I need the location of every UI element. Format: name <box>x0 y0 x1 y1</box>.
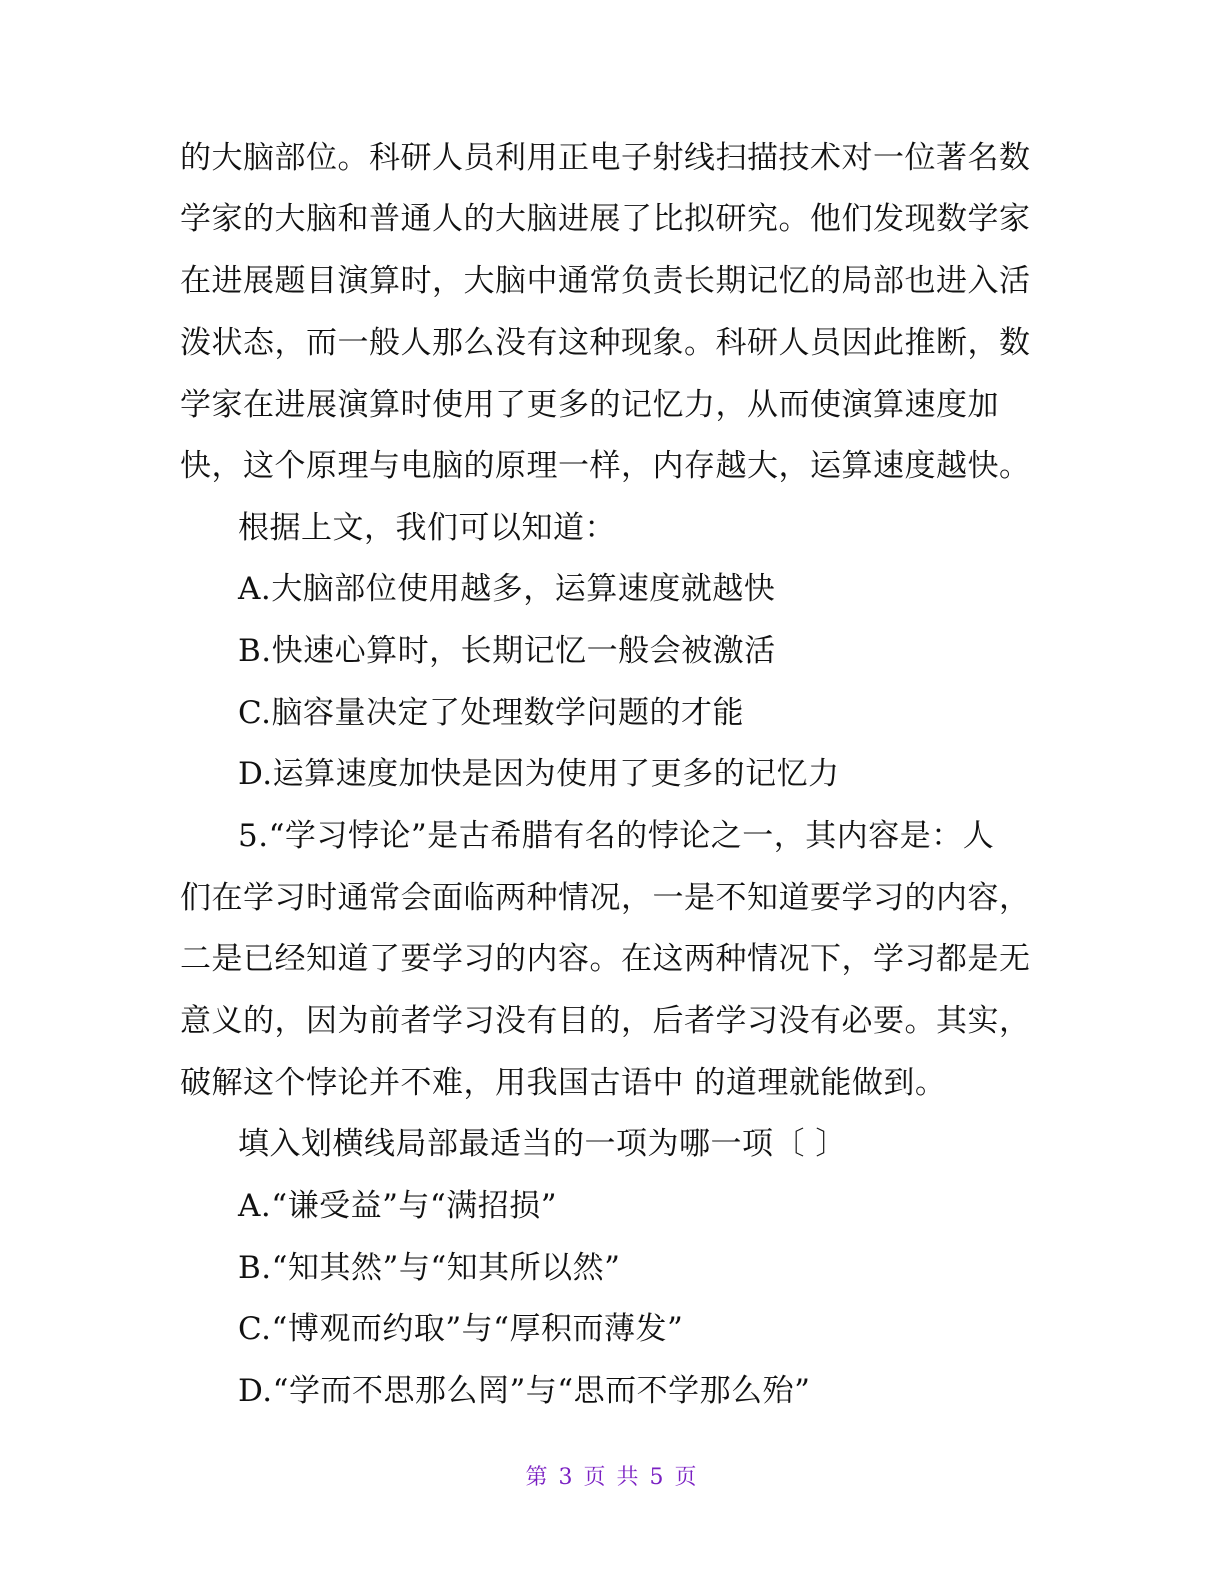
paragraph-line: 快，这个原理与电脑的原理一样，内存越大，运算速度越快。 <box>180 448 1031 484</box>
option-a: A.“谦受益”与“满招损” <box>238 1188 558 1224</box>
question-prompt: 填入划横线局部最适当的一项为哪一项〔 〕 <box>238 1126 847 1162</box>
paragraph-line: 二是已经知道了要学习的内容。在这两种情况下，学习都是无 <box>180 941 1031 977</box>
paragraph-line: 们在学习时通常会面临两种情况，一是不知道要学习的内容， <box>180 880 1031 916</box>
paragraph-line: 泼状态，而一般人那么没有这种现象。科研人员因此推断，数 <box>180 325 1031 361</box>
paragraph-line: 学家的大脑和普通人的大脑进展了比拟研究。他们发现数学家 <box>180 201 1031 237</box>
option-c: C.“博观而约取”与“厚积而薄发” <box>238 1311 684 1347</box>
question-prompt: 根据上文，我们可以知道： <box>238 510 616 546</box>
option-c: C.脑容量决定了处理数学问题的才能 <box>238 695 744 731</box>
paragraph-line: 的大脑部位。科研人员利用正电子射线扫描技术对一位著名数 <box>180 140 1031 176</box>
paragraph-line: 在进展题目演算时，大脑中通常负责长期记忆的局部也进入活 <box>180 263 1031 299</box>
option-b: B.快速心算时，长期记忆一般会被激活 <box>238 633 776 669</box>
question-5-line: 5.“学习悖论”是古希腊有名的悖论之一，其内容是：人 <box>238 818 995 854</box>
paragraph-line: 意义的，因为前者学习没有目的，后者学习没有必要。其实， <box>180 1003 1031 1039</box>
option-d: D.“学而不思那么罔”与“思而不学那么殆” <box>238 1373 811 1409</box>
paragraph-line: 学家在进展演算时使用了更多的记忆力，从而使演算速度加 <box>180 387 999 423</box>
option-a: A.大脑部位使用越多，运算速度就越快 <box>238 571 776 607</box>
option-d: D.运算速度加快是因为使用了更多的记忆力 <box>238 756 840 792</box>
option-b: B.“知其然”与“知其所以然” <box>238 1250 621 1286</box>
page-number: 第 3 页 共 5 页 <box>525 1465 699 1490</box>
paragraph-line: 破解这个悖论并不难，用我国古语中 的道理就能做到。 <box>180 1065 947 1101</box>
